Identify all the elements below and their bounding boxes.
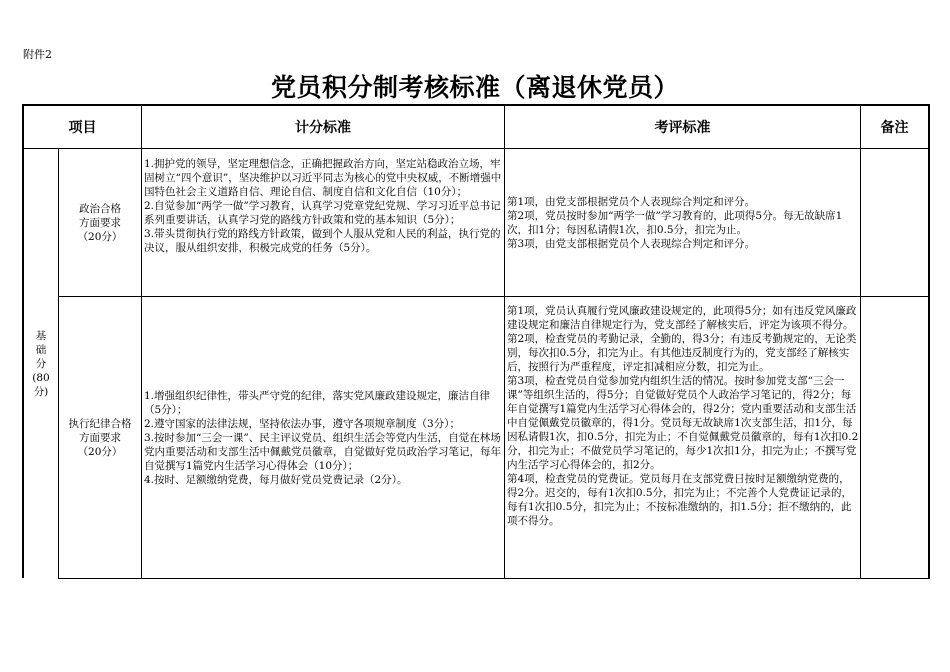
- row-political-evaluation-wrap: [507, 149, 859, 296]
- attachment-label: 附件2: [23, 48, 52, 61]
- header-scoring: 计分标准: [295, 120, 351, 136]
- header-item: 项目: [68, 120, 97, 136]
- col-line-1: [141, 104, 142, 578]
- row-discipline-evaluation: 第1项，党员认真履行党风廉政建设规定的，此项得5分；如有违反党风廉政建设规定和廉洁自律规定行为，党支部经了解核实后，评定为该项不得分。 第2项，检查党员的考勤记录，全勤的，得3分；有违反考勤规定的，无论类别，每次扣0.5分，扣完为止。有其他违反制度行为的，党支部经了解核实后，按照行为严重程度，评定扣减相应分数，扣完为止。 第3项，检查党员自觉参加党内组织生活的情况。按时参加党支部“三会一课”等组织生活的，得5分；自觉做好党员个人政治学习笔记的，得2分；每年自觉撰写1篇党内生活学习心得体会的，得2分；党内重要活动和支部生活中自觉佩戴党员徽章的，得1分。党员每无故缺席1次支部生活，扣1分，每因私请假1次，扣0.5分，扣完为止；不自觉佩戴党员徽章的，每有1次扣0.2分，扣完为止；不做党员学习笔记的，每少1次扣1分，扣完为止；不撰写党内生活学习心得体会的，扣2分。 第4项，检查党员的党费证。党员每月在支部党费日按时足额缴纳党费的，得2分。迟交的，每有1次扣0.5分，扣完为止；不完善个人党费证记录的，每有1次扣0.5分，扣完为止；不按标准缴纳的，扣1.5分；拒不缴纳的，此项不得分。: [507, 305, 859, 527]
- page-title: 党员积分制考核标准（离退休党员）: [270, 73, 679, 102]
- row-political-scoring: 1.拥护党的领导，坚定理想信念，正确把握政治方向，坚定站稳政治立场，牢固树立“四个意识”，坚决维护以习近平同志为核心的党中央权威，不断增强中国特色社会主义道路自信、理论自信、制度自信和文化自信（10分）； 2.自觉参加“两学一做”学习教育，认真学习党章党纪党规、学习习近平总书记系列重要讲话，认真学习党的路线方针政策和党的基本知识（5分）； 3.带头贯彻执行党的路线方针政策，做到个人服从党和人民的利益，执行党的决议，服从组织安排，积极完成党的任务（5分）。: [144, 158, 502, 254]
- col-line-2: [504, 104, 505, 578]
- row-political-category: 政治合格 方面要求 （20分）: [77, 202, 123, 243]
- header-remarks: 备注: [880, 120, 909, 136]
- table-border-right: [928, 104, 930, 578]
- row-political-remarks: [861, 149, 928, 296]
- row-political-evaluation: 第1项，由党支部根据党员个人表现综合判定和评分。 第2项，党员按时参加“两学一做”学习教育的，此项得5分。每无故缺席1次，扣1分；每因私请假1次，扣0.5分，扣完为止。 第3项，由党支部根据党员个人表现综合判定和评分。: [507, 195, 843, 250]
- row-discipline-scoring-wrap: [144, 297, 502, 578]
- header-evaluation: 考评标准: [654, 120, 711, 136]
- row-discipline-category: 执行纪律合格 方面要求 （20分）: [68, 417, 132, 458]
- base-score-group: 基 础 分 (80 分): [32, 329, 50, 398]
- row2-bottom-line: [58, 578, 930, 579]
- row-discipline-scoring: 1.增强组织纪律性，带头严守党的纪律，落实党风廉政建设规定，廉洁自律（5分）； 2.遵守国家的法律法规，坚持依法办事，遵守各项规章制度（3分）； 3.按时参加“三会一课”、民主评议党员、组织生活会等党内生活，自觉在林场党内重要活动和支部生活中佩戴党员徽章，自觉做好党员政治学习笔记，每年自觉撰写1篇党内生活学习心得体会（10分）； 4.按时、足额缴纳党费，每月做好党员党费记录（2分）。: [144, 389, 501, 486]
- row-discipline-remarks: [861, 297, 928, 578]
